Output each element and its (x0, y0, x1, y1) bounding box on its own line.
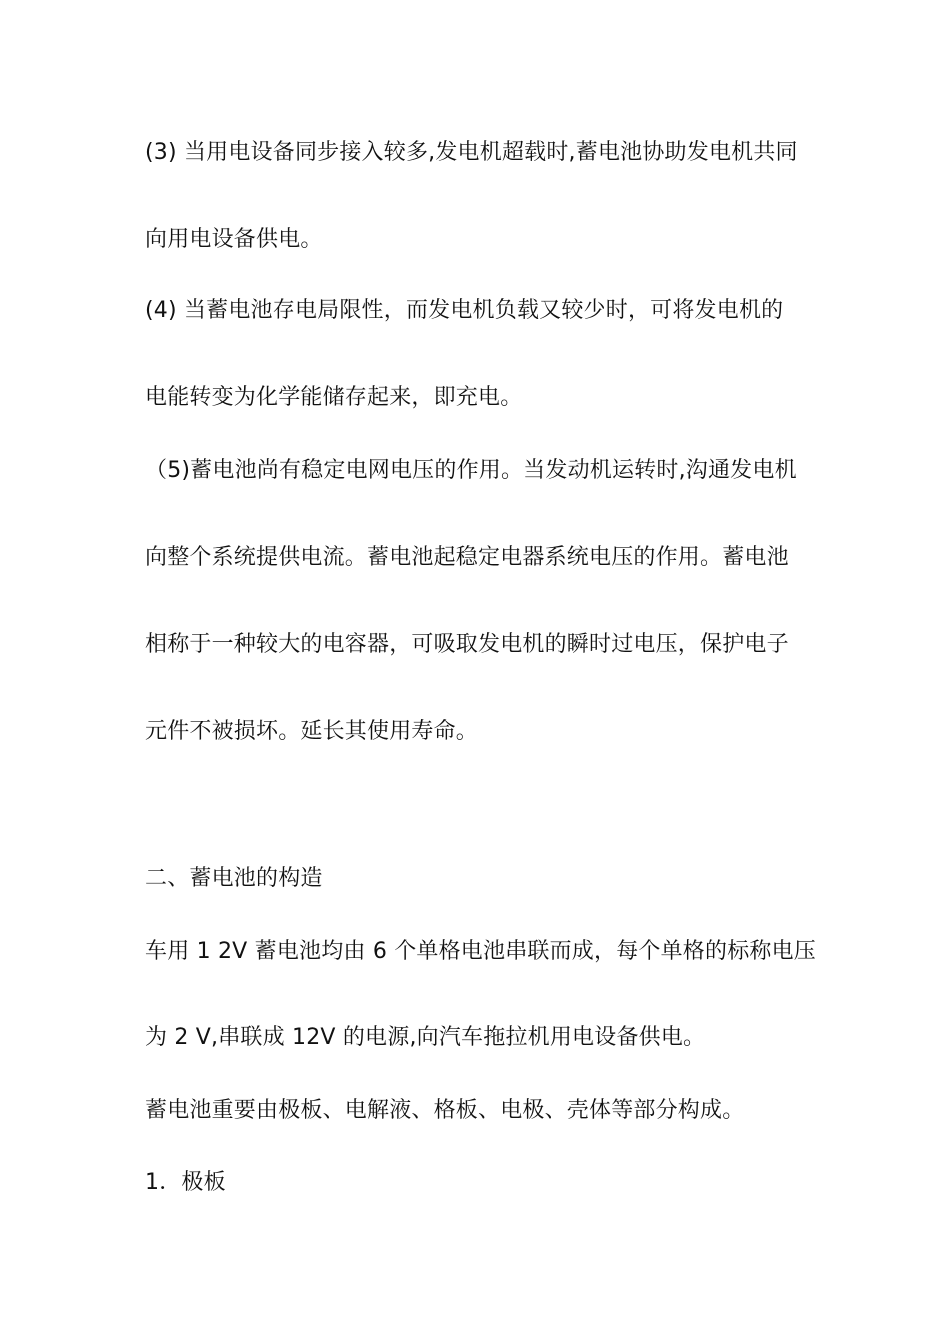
paragraph-5-line-3: 相称于一种较大的电容器，可吸取发电机的瞬时过电压，保护电子 (145, 632, 789, 657)
subsection-heading: 1．极板 (145, 1170, 226, 1195)
paragraph-3-line-2: 向用电设备供电。 (145, 227, 323, 252)
paragraph-5-line-2: 向整个系统提供电流。蓄电池起稳定电器系统电压的作用。蓄电池 (145, 545, 789, 570)
structure-paragraph-line-2: 为 2 V,串联成 12V 的电源,向汽车拖拉机用电设备供电。 (145, 1025, 706, 1050)
paragraph-5-line-1: （5)蓄电池尚有稳定电网电压的作用。当发动机运转时,沟通发电机 (145, 458, 797, 483)
paragraph-4-line-1: (4) 当蓄电池存电局限性，而发电机负载又较少时，可将发电机的 (145, 298, 784, 323)
structure-paragraph-line-1: 车用 1 2V 蓄电池均由 6 个单格电池串联而成，每个单格的标称电压 (145, 939, 817, 964)
paragraph-3-line-1: (3) 当用电设备同步接入较多,发电机超载时,蓄电池协助发电机共同 (145, 140, 798, 165)
components-paragraph: 蓄电池重要由极板、电解液、格板、电极、壳体等部分构成。 (145, 1098, 745, 1123)
paragraph-5-line-4: 元件不被损坏。延长其使用寿命。 (145, 719, 479, 744)
paragraph-4-line-2: 电能转变为化学能储存起来，即充电。 (145, 385, 523, 410)
section-heading: 二、蓄电池的构造 (145, 866, 323, 891)
